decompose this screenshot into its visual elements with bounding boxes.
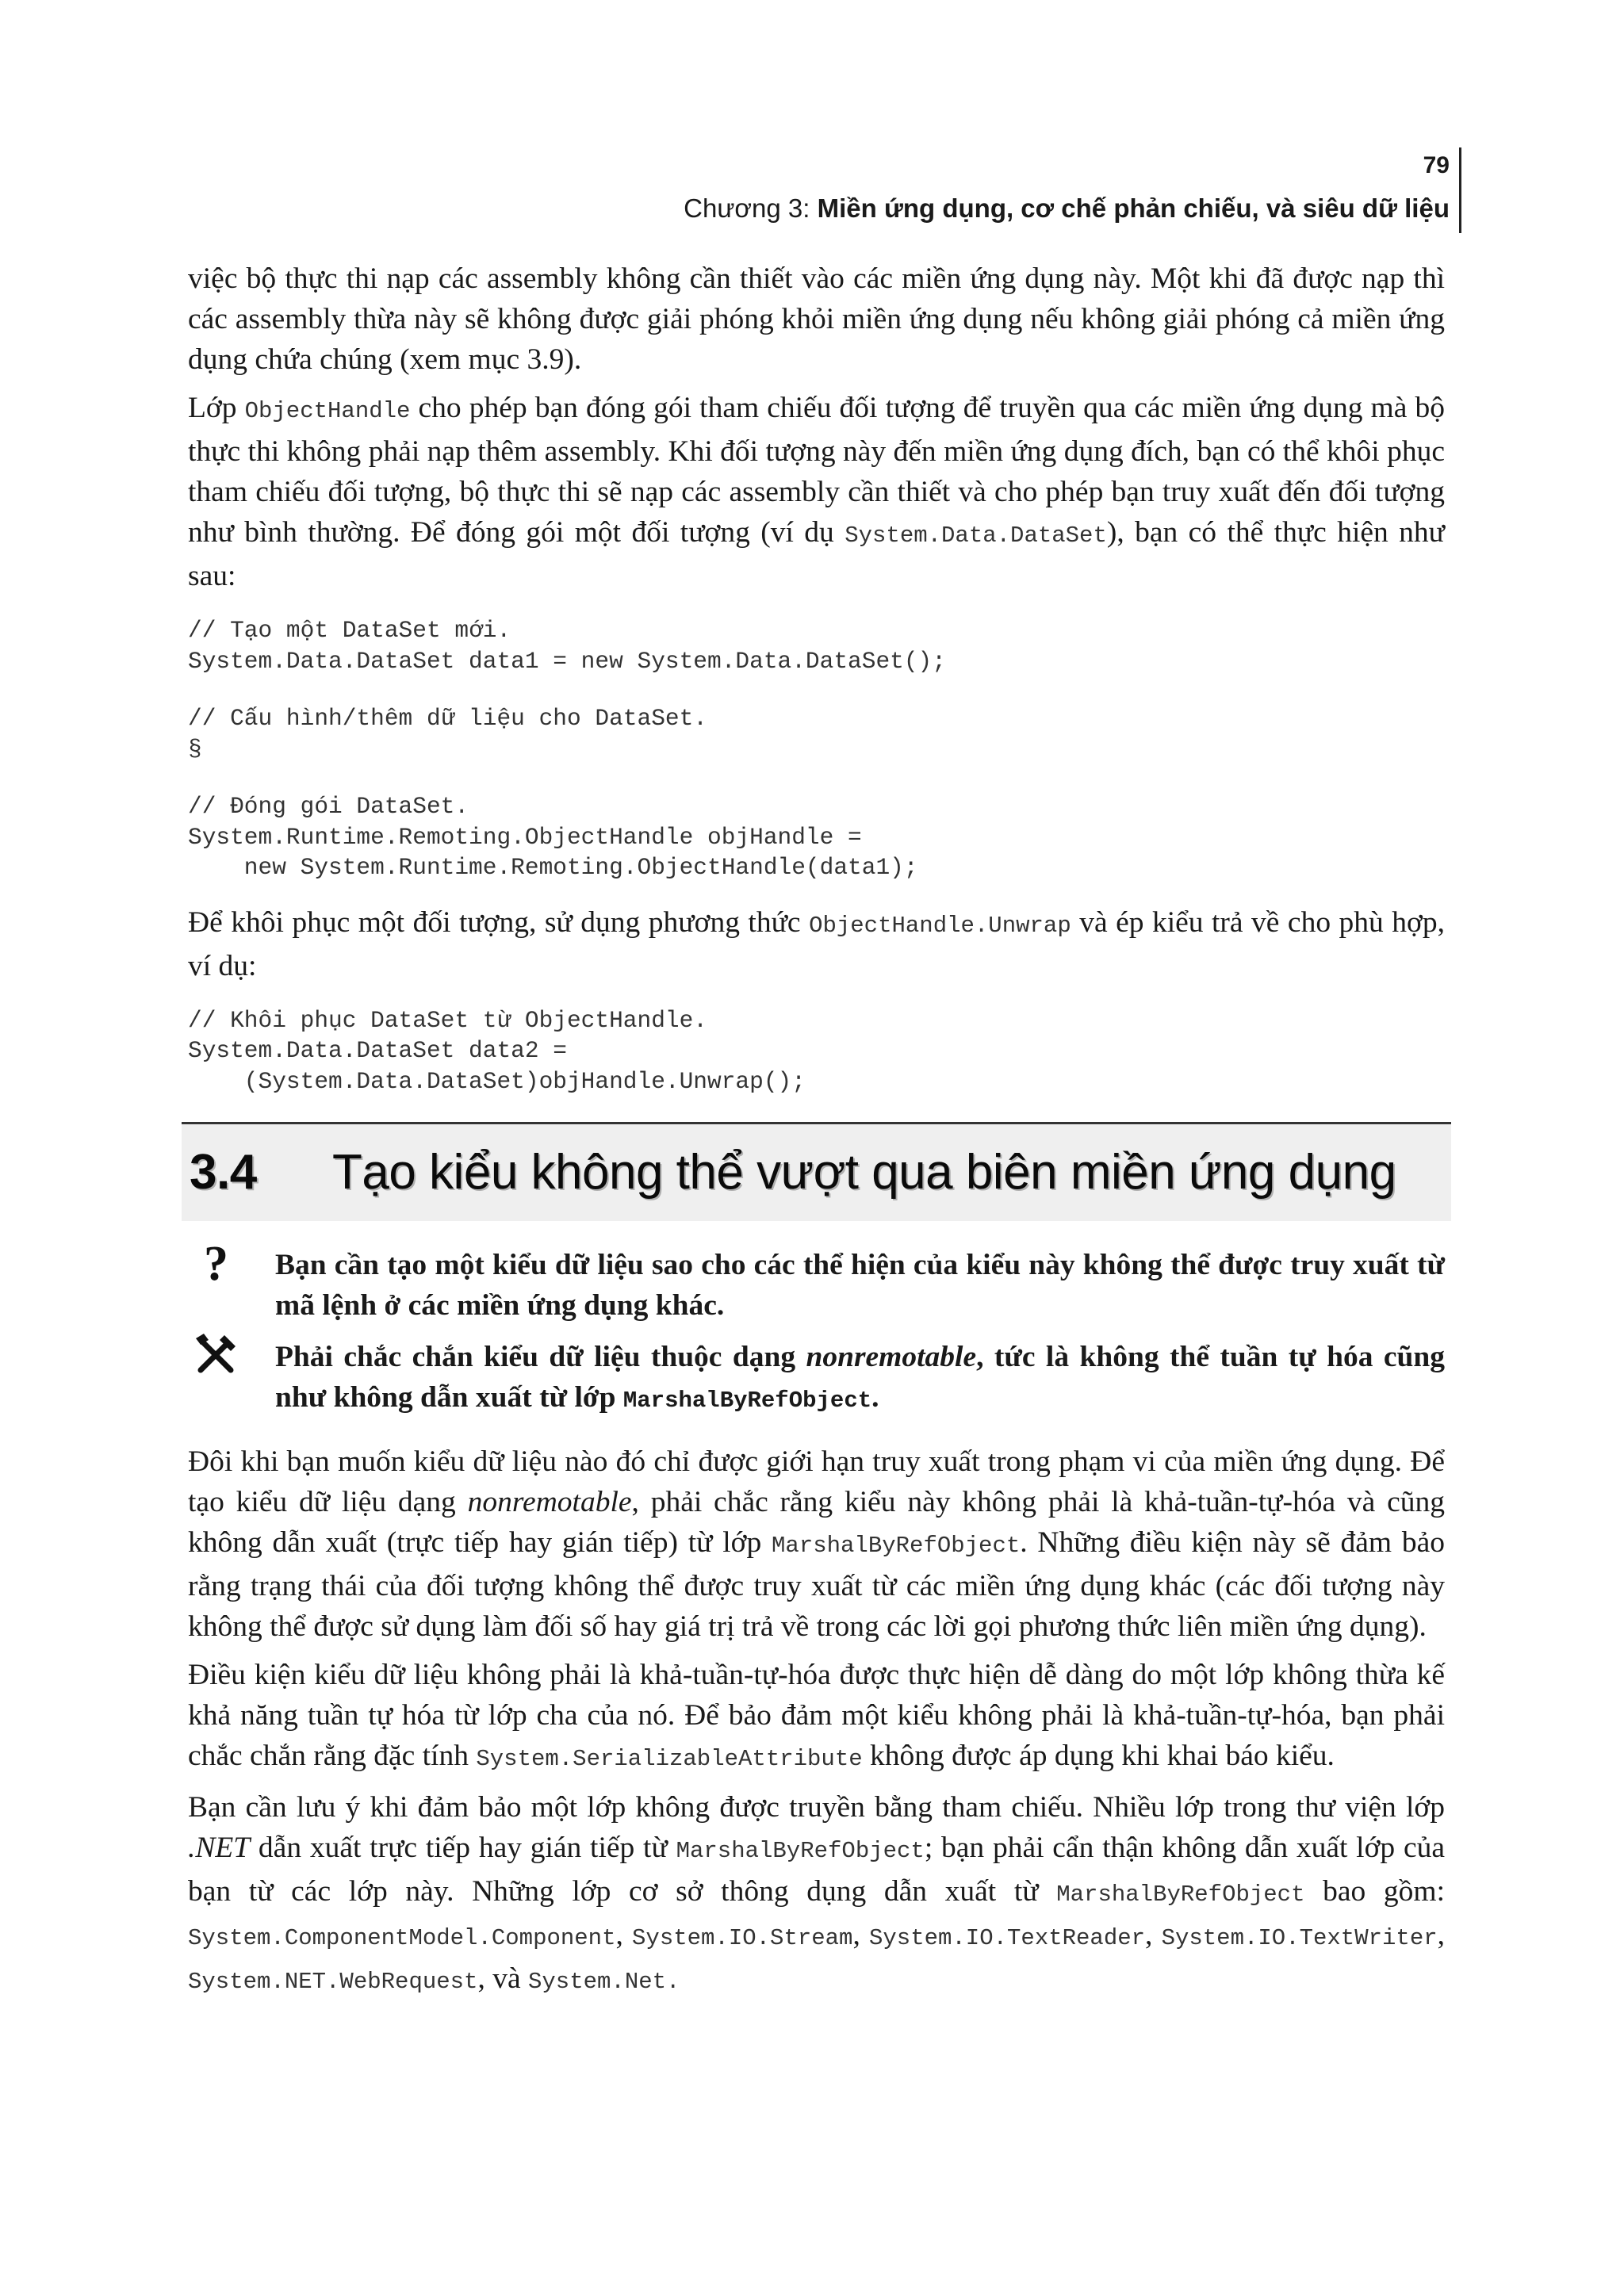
code-line: // Đóng gói DataSet. <box>188 793 469 820</box>
chapter-title: Miền ứng dụng, cơ chế phản chiếu, và siêu dữ liệu <box>817 193 1450 223</box>
text: . <box>871 1381 879 1414</box>
page-number: 79 <box>1423 152 1450 178</box>
code-line: // Tạo một DataSet mới. <box>188 617 511 644</box>
inline-code-serializableattribute: System.SerializableAttribute <box>476 1746 863 1772</box>
problem-statement <box>188 1238 1445 1326</box>
inline-code-system-net: System.Net. <box>528 1969 680 1995</box>
code-block-1 <box>188 615 1445 676</box>
text: , tức là không thể tuần tự hóa cũng như không dẫn xuất từ lớp <box>275 1341 1445 1414</box>
header-rule <box>1459 147 1461 233</box>
code-block-1b <box>188 703 1445 764</box>
text: ), bạn có thể thực hiện như sau: <box>188 516 1445 592</box>
inline-code-stream: System.IO.Stream <box>632 1925 853 1951</box>
text: Đôi khi bạn muốn kiểu dữ liệu nào đó chỉ được giới hạn truy xuất trong phạm vi của miền ứng dụng. Để tạo kiểu dữ liệu dạng <box>188 1445 1445 1518</box>
text: , phải chắc rằng kiểu này không phải là khả-tuần-tự-hóa và cũng không dẫn xuất (trực tiếp hay gián tiếp) từ lớp <box>188 1486 1446 1559</box>
paragraph-3 <box>188 902 1445 986</box>
text: . Những điều kiện này sẽ đảm bảo rằng trạng thái của đối tượng không thể được truy xuất từ các miền ứng dụng khác (các đối tượng này không thể được sử dụng làm đối số hay giá trị trả về trong các lời gọi phương thức liên miền ứng dụng). <box>188 1526 1445 1643</box>
paragraph-4 <box>188 1441 1445 1647</box>
text: , <box>1437 1919 1445 1951</box>
code-line: § <box>188 735 202 763</box>
inline-code-dataset: System.Data.DataSet <box>845 523 1107 549</box>
solution-text <box>275 1337 1445 1421</box>
text: Phải chắc chắn kiểu dữ liệu thuộc dạng <box>275 1341 806 1373</box>
inline-code-unwrap: ObjectHandle.Unwrap <box>809 912 1071 939</box>
inline-code-marshalbyrefobject: MarshalByRefObject <box>622 1388 872 1414</box>
paragraph-2 <box>188 388 1445 596</box>
paragraph-1: việc bộ thực thi nạp các assembly không cần thiết vào các miền ứng dụng này. Một khi đã được nạp thì các assembly thừa này sẽ không được giải phóng khỏi miền ứng dụng nếu không giải phóng cả miền ứng dụng chứa chúng (xem mục 3.9). <box>188 262 1445 376</box>
emphasis-nonremotable: nonremotable <box>806 1341 977 1373</box>
page-content <box>188 258 1445 2002</box>
emphasis-dotnet: .NET <box>188 1832 251 1864</box>
svg-text:?: ? <box>204 1238 228 1286</box>
code-block-2 <box>188 1005 1445 1097</box>
text: , <box>1145 1919 1162 1951</box>
code-line: // Cấu hình/thêm dữ liệu cho DataSet. <box>188 705 708 732</box>
text: , <box>852 1919 869 1951</box>
question-mark-icon <box>193 1238 240 1286</box>
text: không được áp dụng khi khai báo kiểu. <box>862 1740 1335 1772</box>
inline-code-objecthandle: ObjectHandle <box>244 398 411 424</box>
code-line: System.Data.DataSet data1 = new System.Data.DataSet(); <box>188 647 946 675</box>
tools-icon <box>193 1330 240 1378</box>
code-line: // Khôi phục DataSet từ ObjectHandle. <box>188 1006 708 1034</box>
chapter-header <box>684 193 1450 224</box>
text: Điều kiện kiểu dữ liệu không phải là khả-tuần-tự-hóa được thực hiện dễ dàng do một lớp không thừa kế khả năng tuần tự hóa từ lớp cha của nó. Để bảo đảm một kiểu không phải là khả-tuần-tự-hóa, bạn phải chắc chắn rằng đặc tính <box>188 1659 1445 1772</box>
text: , và <box>477 1962 528 1995</box>
text: và ép kiểu trả về cho phù hợp, ví dụ: <box>188 905 1445 982</box>
text: ; bạn phải cẩn thận không dẫn xuất lớp của bạn từ các lớp này. Những lớp cơ sở thông dụng dẫn xuất từ <box>188 1832 1445 1908</box>
text: dẫn xuất trực tiếp hay gián tiếp từ <box>250 1832 676 1864</box>
text: , <box>615 1919 633 1951</box>
inline-code-webrequest: System.NET.WebRequest <box>188 1969 478 1995</box>
solution-statement <box>188 1337 1445 1421</box>
code-block-1c <box>188 791 1445 883</box>
section-heading <box>182 1122 1451 1221</box>
emphasis-nonremotable: nonremotable <box>467 1486 632 1518</box>
text: Lớp <box>188 392 245 424</box>
inline-code-textreader: System.IO.TextReader <box>868 1925 1146 1951</box>
code-line: System.Data.DataSet data2 = <box>188 1037 567 1064</box>
paragraph-6 <box>188 1787 1445 2002</box>
paragraph-5 <box>188 1655 1445 1779</box>
text: Để khôi phục một đối tượng, sử dụng phương thức <box>188 905 810 939</box>
code-line: (System.Data.DataSet)objHandle.Unwrap(); <box>188 1067 806 1095</box>
text: bao gồm: <box>1304 1875 1446 1908</box>
inline-code-component: System.ComponentModel.Component <box>188 1925 616 1951</box>
text: Bạn cần lưu ý khi đảm bảo một lớp không được truyền bằng tham chiếu. Nhiều lớp trong thư viện lớp <box>188 1791 1445 1824</box>
section-number: 3.4 <box>190 1145 257 1200</box>
inline-code-textwriter: System.IO.TextWriter <box>1161 1925 1438 1951</box>
text: cho phép bạn đóng gói tham chiếu đối tượng để truyền qua các miền ứng dụng mà bộ thực thi không phải nạp thêm assembly. Khi đối tượng này đến miền ứng dụng đích, bạn có thể khôi phục tham chiếu đối tượng, bộ thực thi sẽ nạp các assembly cần thiết và cho phép bạn truy xuất đến đối tượng như bình thường. Để đóng gói một đối tượng (ví dụ <box>188 392 1445 549</box>
code-line: new System.Runtime.Remoting.ObjectHandle(data1); <box>188 854 918 881</box>
inline-code-marshalbyrefobject: MarshalByRefObject <box>772 1533 1021 1559</box>
inline-code-marshalbyrefobject: MarshalByRefObject <box>1056 1881 1305 1908</box>
chapter-prefix: Chương 3: <box>684 193 818 223</box>
inline-code-marshalbyrefobject: MarshalByRefObject <box>676 1838 925 1864</box>
problem-text: Bạn cần tạo một kiểu dữ liệu sao cho các thể hiện của kiểu này không thể được truy xuất từ mã lệnh ở các miền ứng dụng khác. <box>275 1249 1445 1322</box>
code-line: System.Runtime.Remoting.ObjectHandle objHandle = <box>188 823 862 851</box>
section-title: Tạo kiểu không thể vượt qua biên miền ứng dụng <box>332 1145 1396 1200</box>
